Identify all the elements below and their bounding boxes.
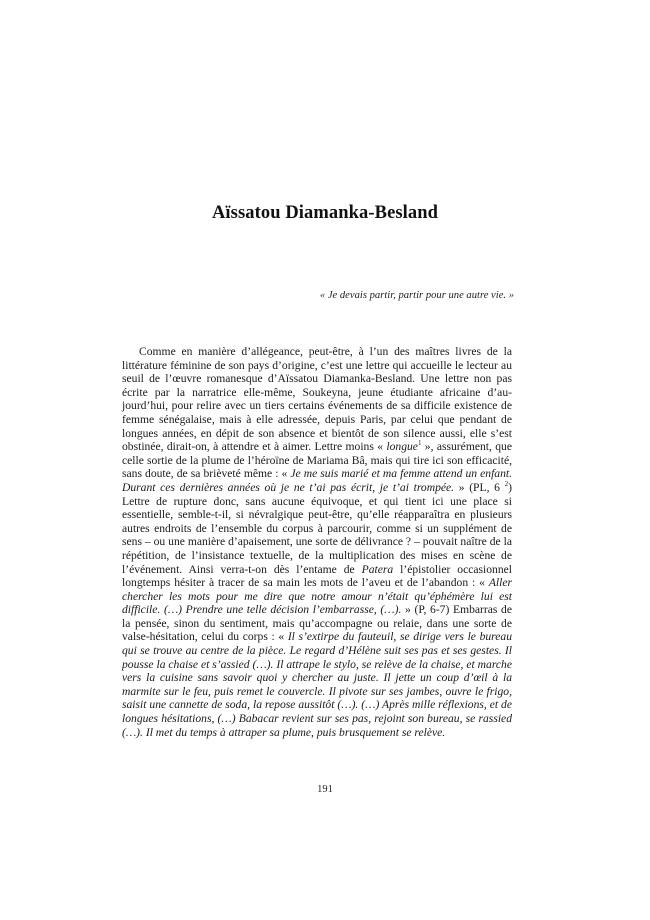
text-run: », assurément, que celle sortie de la plume de l’héroïne de Mariama Bâ, mais qui tire ici son efficacité, sans doute, de sa brièveté même : « bbox=[122, 440, 512, 481]
footnote-ref-2[interactable]: 2 bbox=[504, 480, 509, 489]
footnote-ref-1[interactable]: 1 bbox=[417, 439, 422, 448]
page-number: 191 bbox=[317, 784, 333, 795]
chapter-title: Aïssatou Diamanka-Besland bbox=[211, 203, 439, 223]
italic-run: longue bbox=[386, 440, 418, 454]
text-run: » (P, 6-7) Embarras de la pensée, sinon du sentiment, mais qu’accompagne ou relaie, dans une sorte de valse-hésitation, celui du corps : « bbox=[122, 603, 512, 644]
text-run: l’épistolier occasionnel longtemps hésiter à tracer de sa main les mots de l’aveu et de l’abandon : « bbox=[122, 562, 512, 590]
text-run: Comme en manière d’allégeance, peut-être, à l’un des maîtres livres de la littérature féminine de son pays d’origine, c’est une lettre qui accueille le lecteur au seuil de l’œuvre romanesque d’Aïssatou Diamanka-Besland. Une lettre non pas écrite par la narratrice elle-même, Soukeyna, jeune étudiante africaine d’aujourd’hui, pour relire avec un tiers certains événements de sa difficile existence de femme sénégalaise, mais à elle adressée, depuis Paris, par celui que pendant de longues années, en dépit de son absence et bientôt de son silence aussi, elle s’est obstinée, dirait-on, à attendre et à aimer. Lettre moins « bbox=[122, 345, 512, 454]
italic-quote: Je me suis marié et ma femme attend un enfant. Durant ces dernières années où je ne t’ai pas écrit, je t’ai trompée. bbox=[122, 467, 513, 494]
body-paragraph bbox=[122, 345, 512, 739]
italic-quote: Aller chercher les mots pour me dire que notre amour n’était qu’éphémère lui est difficile. (…) Prendre une telle décision l’embarrasse, (…). bbox=[122, 576, 512, 617]
italic-quote: Il s’extirpe du fauteuil, se dirige vers le bureau qui se trouve au centre de la pièce. Le regard d’Hélène suit ses pas et ses gestes. Il pousse la chaise et s’assied (…). Il attrape le stylo, se relève de la chaise, et marche vers la cuisine sans savoir quoi y chercher au juste. Il jette un coup d’œil à la marmite sur le feu, puis remet le couvercle. Il pivote sur ses jambes, ouvre le frigo, saisit une cannette de soda, la repose aussitôt (…). (…) Après mille réflexions, et de longues hésitations, (…) Babacar revient sur ses pas, rejoint son bureau, se rassied (…). Il met du temps à attraper sa plume, puis brusquement se relève. bbox=[122, 630, 512, 739]
epigraph: « Je devais partir, partir pour une autre vie. » bbox=[319, 290, 514, 301]
text-run: ) Lettre de rupture donc, sans aucune équivoque, et qui tient ici une place si essentielle, semble-t-il, si névralgique peut-être, qu’elle réapparaîtra en plusieurs autres endroits de l’ensemble du corpus à parcourir, comme si un supplément de sens – ou une manière d’apaisement, une sorte de délivrance ? – pouvait naître de la répétition, de l’insistance textuelle, de la multiplication des mises en scène de l’événement. Ainsi verra-t-on dès l’entame de bbox=[122, 480, 512, 576]
italic-title: Patera bbox=[361, 562, 394, 576]
text-run: » (PL, 6 bbox=[454, 480, 505, 494]
